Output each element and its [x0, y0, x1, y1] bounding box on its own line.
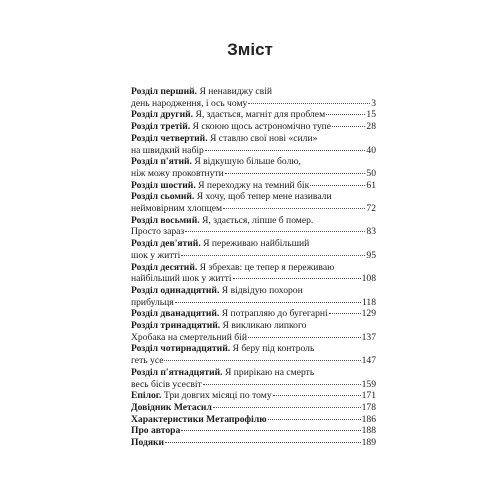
toc-line-text: [131, 180, 309, 192]
toc-line-text: [131, 390, 272, 402]
toc-line-text: [131, 86, 272, 98]
page-number: 72: [366, 203, 376, 215]
chapter-description: Три довгих місяці по тому: [161, 390, 272, 402]
chapter-description: Я прирікаю на смерть: [222, 366, 315, 378]
toc-line-text: [131, 203, 222, 215]
toc-line: [131, 425, 376, 437]
page-number: 171: [361, 390, 376, 402]
dot-leader: [181, 430, 360, 431]
dot-leader: [326, 114, 365, 115]
toc-line-text: [131, 355, 163, 367]
toc-line-text: [131, 226, 184, 238]
dot-leader: [310, 185, 365, 186]
toc-entry: [131, 367, 376, 390]
toc-line: [131, 215, 376, 227]
toc-line: [131, 133, 376, 145]
chapter-heading: Епілог.: [131, 390, 162, 402]
page-number: 40: [366, 144, 376, 156]
chapter-description: Хробака на смертельний бій: [131, 331, 247, 343]
toc-line: [131, 402, 376, 414]
page-number: 129: [361, 308, 376, 320]
chapter-description: Я ставлю свої нові «сили»: [207, 132, 318, 144]
toc-line: [131, 238, 376, 250]
chapter-heading: Розділ дванадцятий.: [131, 308, 220, 320]
dot-leader: [203, 384, 361, 385]
chapter-heading: Розділ чотирнадцятий.: [131, 343, 231, 355]
toc-line: [131, 86, 376, 98]
chapter-description: Я потрапляю до бугегарні: [219, 308, 328, 320]
page-number: 3: [371, 97, 376, 109]
chapter-heading: Розділ третій.: [131, 121, 191, 133]
toc-line-text: [131, 250, 180, 262]
dot-leader: [248, 103, 370, 104]
toc-line: [131, 226, 376, 238]
chapter-description: шок у житті: [131, 249, 181, 261]
toc-line-text: [131, 437, 164, 449]
toc-line-text: [131, 121, 331, 133]
page-number: 108: [361, 273, 376, 285]
chapter-description: Просто зараз: [131, 226, 185, 238]
toc-line-text: [131, 332, 247, 344]
chapter-description: Я, здається, ліпше б помер.: [199, 214, 314, 226]
toc-line-text: [131, 145, 204, 157]
toc-entry: [131, 402, 376, 414]
chapter-description: ніж можу проковтнути: [131, 167, 224, 179]
chapter-description: на швидкий набір: [131, 144, 204, 156]
dot-leader: [225, 173, 366, 174]
toc-line-text: [131, 109, 325, 121]
dot-leader: [248, 337, 361, 338]
toc-line-text: [131, 379, 202, 391]
toc-line: [131, 273, 376, 285]
toc-line-text: [131, 367, 314, 379]
chapter-heading: Подяки: [131, 437, 165, 449]
toc-line: [131, 109, 376, 121]
toc-line-text: [131, 156, 301, 168]
toc-line: [131, 437, 376, 449]
toc-line: [131, 297, 376, 309]
toc-entry: [131, 285, 376, 308]
toc-line: [131, 250, 376, 262]
toc-line: [131, 379, 376, 391]
chapter-heading: Про автора: [131, 425, 181, 437]
toc-entry: [131, 215, 376, 238]
toc-entry: [131, 121, 376, 133]
dot-leader: [268, 419, 361, 420]
chapter-description: Я збрехав: це тепер я переживаю: [197, 261, 335, 273]
toc-entry: [131, 180, 376, 192]
chapter-description: Я хочу, щоб тепер мене називали: [194, 191, 332, 203]
toc-line-text: [131, 297, 174, 309]
table-of-contents: [131, 86, 376, 449]
dot-leader: [233, 278, 361, 279]
chapter-description: прибульця: [131, 296, 174, 308]
toc-line: [131, 343, 376, 355]
toc-line: [131, 98, 376, 110]
toc-entry: [131, 262, 376, 285]
chapter-heading: Розділ шостий.: [131, 179, 196, 191]
toc-line-text: [131, 285, 303, 297]
page-number: 61: [366, 179, 376, 191]
chapter-description: Я беру під контроль: [230, 343, 315, 355]
page-number: 147: [361, 355, 376, 367]
dot-leader: [205, 150, 366, 151]
chapter-heading: Розділ одинадцятий.: [131, 284, 220, 296]
toc-line-text: [131, 168, 224, 180]
dot-leader: [175, 302, 361, 303]
chapter-description: Я скоюю щось астрономічно тупе: [190, 121, 332, 133]
page-title: Зміст: [227, 40, 273, 59]
chapter-heading: Розділ тринадцятий.: [131, 320, 221, 332]
chapter-description: Я переходжу на темний бік: [195, 179, 310, 191]
toc-line-text: [131, 191, 332, 203]
toc-line: [131, 390, 376, 402]
page-number: 28: [366, 121, 376, 133]
chapter-description: день народження, і ось чому: [131, 97, 248, 109]
dot-leader: [181, 255, 365, 256]
chapter-description: Я ненавиджу свій: [197, 86, 273, 97]
toc-entry: [131, 390, 376, 402]
toc-line: [131, 285, 376, 297]
toc-line: [131, 262, 376, 274]
toc-entry: [131, 343, 376, 366]
toc-line: [131, 414, 376, 426]
toc-line-text: [131, 133, 317, 145]
toc-line: [131, 308, 376, 320]
toc-line-text: [131, 215, 313, 227]
chapter-heading: Довідник Метасил: [131, 401, 212, 413]
toc-line-text: [131, 414, 267, 426]
toc-line-text: [131, 425, 180, 437]
chapter-description: геть усе: [131, 355, 164, 367]
toc-entry: [131, 437, 376, 449]
dot-leader: [332, 126, 365, 127]
page-number: 178: [361, 401, 376, 413]
chapter-description: Я переживаю найбільший: [200, 238, 310, 250]
toc-line-text: [131, 308, 328, 320]
chapter-heading: Розділ перший.: [131, 86, 198, 97]
toc-entry: [131, 191, 376, 214]
page-number: 95: [366, 249, 376, 261]
chapter-description: найбільший шок у житті: [131, 273, 232, 285]
toc-entry: [131, 425, 376, 437]
toc-entry: [131, 109, 376, 121]
page-number: 118: [361, 296, 376, 308]
page-number: 188: [361, 425, 376, 437]
toc-entry: [131, 86, 376, 109]
dot-leader: [164, 360, 360, 361]
dot-leader: [213, 407, 361, 408]
dot-leader: [273, 395, 361, 396]
toc-entry: [131, 308, 376, 320]
toc-entry: [131, 156, 376, 179]
chapter-description: Я відвідую похорон: [219, 284, 303, 296]
toc-entry: [131, 414, 376, 426]
toc-line-text: [131, 262, 334, 274]
chapter-description: весь бісів усесвіт: [131, 378, 202, 390]
chapter-heading: Розділ десятий.: [131, 261, 198, 273]
page-number: 15: [366, 109, 376, 121]
toc-line: [131, 203, 376, 215]
toc-line: [131, 168, 376, 180]
toc-line: [131, 145, 376, 157]
toc-line: [131, 367, 376, 379]
chapter-heading: Розділ дев'ятий.: [131, 238, 201, 250]
dot-leader: [223, 208, 365, 209]
dot-leader: [165, 442, 361, 443]
toc-line: [131, 332, 376, 344]
toc-line-text: [131, 273, 232, 285]
toc-line-text: [131, 402, 212, 414]
chapter-heading: Розділ четвертий.: [131, 132, 208, 144]
dot-leader: [329, 313, 361, 314]
chapter-description: неймовірним хлопцем: [131, 203, 223, 215]
chapter-heading: Розділ п'ятий.: [131, 156, 192, 168]
page-number: 137: [361, 331, 376, 343]
chapter-heading: Розділ восьмий.: [131, 214, 200, 226]
toc-entry: [131, 133, 376, 156]
chapter-heading: Розділ другий.: [131, 109, 194, 121]
toc-line: [131, 191, 376, 203]
toc-line-text: [131, 98, 247, 110]
toc-line: [131, 121, 376, 133]
toc-line-text: [131, 320, 306, 332]
chapter-heading: Розділ сьомий.: [131, 191, 195, 203]
page-number: 189: [361, 437, 376, 449]
chapter-heading: Розділ п'ятнадцятий.: [131, 366, 223, 378]
chapter-description: Я відкушую більше болю,: [191, 156, 301, 168]
toc-entry: [131, 238, 376, 261]
page-number: 50: [366, 167, 376, 179]
chapter-description: Я викликаю липкого: [220, 320, 307, 332]
toc-line: [131, 355, 376, 367]
chapter-description: Я, здається, магніт для проблем: [193, 109, 326, 121]
toc-line: [131, 180, 376, 192]
page-number: 186: [361, 413, 376, 425]
toc-entry: [131, 320, 376, 343]
toc-line: [131, 156, 376, 168]
page-number: 83: [366, 226, 376, 238]
toc-line-text: [131, 238, 309, 250]
chapter-heading: Характеристики Метапрофілю: [131, 413, 267, 425]
toc-line: [131, 320, 376, 332]
toc-line-text: [131, 343, 314, 355]
dot-leader: [185, 231, 365, 232]
page-number: 159: [361, 378, 376, 390]
